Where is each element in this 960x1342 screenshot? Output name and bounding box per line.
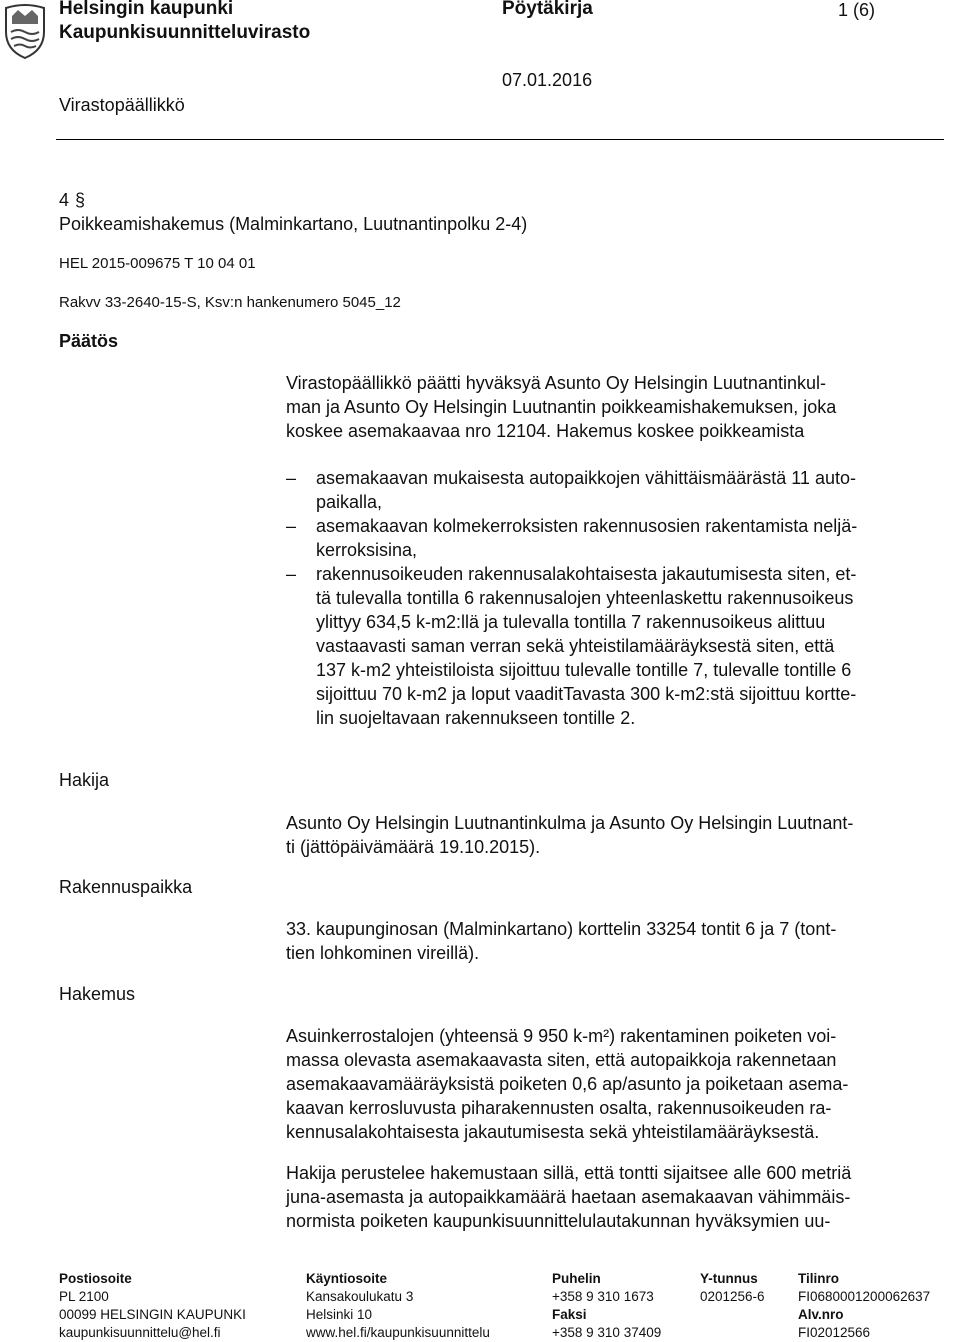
footer-business-id: Y-tunnus 0201256-6 xyxy=(700,1271,765,1304)
header-rule xyxy=(56,139,944,140)
footer-phone: Puhelin +358 9 310 1673 Faksi +358 9 310 37409 xyxy=(552,1271,662,1340)
footer-visiting: Käyntiosoite Kansakoulukatu 3 Helsinki 10 www.hel.fi/kaupunkisuunnittelu xyxy=(306,1271,490,1340)
applicant-label: Hakija xyxy=(59,770,110,790)
org-name: Helsingin kaupunki xyxy=(59,0,234,19)
list-item: – asemakaavan mukaisesta autopaikkojen vähittäismäärästä 11 auto- paikalla, xyxy=(286,468,856,512)
document-date: 07.01.2016 xyxy=(502,70,593,90)
office-name: Virastopäällikkö xyxy=(59,95,185,115)
decision-bullet-list xyxy=(286,466,946,730)
site-label: Rakennuspaikka xyxy=(59,877,193,897)
helsinki-crest-logo xyxy=(2,2,48,60)
applicant-text: Asunto Oy Helsingin Luutnantinkulma ja Asunto Oy Helsingin Luutnant- ti (jättöpäivämäärä 19.10.2015). xyxy=(286,813,854,857)
document-type: Pöytäkirja xyxy=(502,0,593,19)
application-text: Asuinkerrostalojen (yhteensä 9 950 k-m²) rakentaminen poiketen voi- massa olevasta asemakaavasta siten, että autopaikkoja rakennetaan asemakaavamääräyksistä poiketen 0,6 ap/asunto ja poiketaan asema- kaavan kerrosluvusta piharakennusten osalta, rakennusoikeuden ra- kennusalakohtaisesta jakautumisesta sekä yhteistilamääräyksestä. xyxy=(286,1026,849,1142)
footer-account: Tilinro FI0680001200062637 Alv.nro FI02012566 xyxy=(798,1271,931,1340)
section-title: Poikkeamishakemus (Malminkartano, Luutnantinpolku 2-4) xyxy=(59,214,528,234)
application-label: Hakemus xyxy=(59,984,136,1004)
decision-text: Virastopäällikkö päätti hyväksyä Asunto Oy Helsingin Luutnantinkul- man ja Asunto Oy Helsingin Luutnantin poikkeamishakemuksen, joka koskee asemakaavaa nro 12104. Hakemus koskee poikkeamista xyxy=(286,373,837,441)
site-text: 33. kaupunginosan (Malminkartano) korttelin 33254 tontit 6 ja 7 (tont- tien lohkominen vireillä). xyxy=(286,919,837,963)
page-number: 1 (6) xyxy=(838,0,876,20)
list-item: – asemakaavan kolmekerroksisten rakennusosien rakentamista neljä- kerroksisina, xyxy=(286,516,858,560)
project-number: Rakvv 33-2640-15-S, Ksv:n hankenumero 5045_12 xyxy=(59,294,401,311)
section-number: 4 § xyxy=(59,190,86,210)
department-name: Kaupunkisuunnitteluvirasto xyxy=(59,22,311,43)
list-item: – rakennusoikeuden rakennusalakohtaisesta jakautumisesta siten, et- tä tulevalla tontilla 6 rakennusalojen yhteenlaskettu rakennusoikeus ylittyy 634,5 k-m2:llä ja tulevalla tontilla 7 rakennusoikeus alittuu vastaavasti saman verran sekä yhteistilamääräyksestä siten, että 137 k-m2 yhteistiloista sijoittuu tulevalle tontille 7, tulevalle tontille 6 sijoittuu 70 k-m2 ja loput vaaditTavasta 300 k-m2:stä sijoittuu kortte- lin suojeltavaan rakennukseen tontille 2. xyxy=(286,564,857,728)
decision-heading: Päätös xyxy=(59,331,119,351)
diary-number: HEL 2015-009675 T 10 04 01 xyxy=(59,255,256,272)
reasoning-text: Hakija perustelee hakemustaan sillä, että tontti sijaitsee alle 600 metriä juna-asemasta ja autopaikkamäärä haetaan asemakaavan vähimmäis- normista poiketen kaupunkisuunnittelulautakunnan hyväksymien uu- xyxy=(286,1163,852,1231)
footer-postal: Postiosoite PL 2100 00099 HELSINGIN KAUPUNKI kaupunkisuunnittelu@hel.fi xyxy=(59,1271,246,1340)
